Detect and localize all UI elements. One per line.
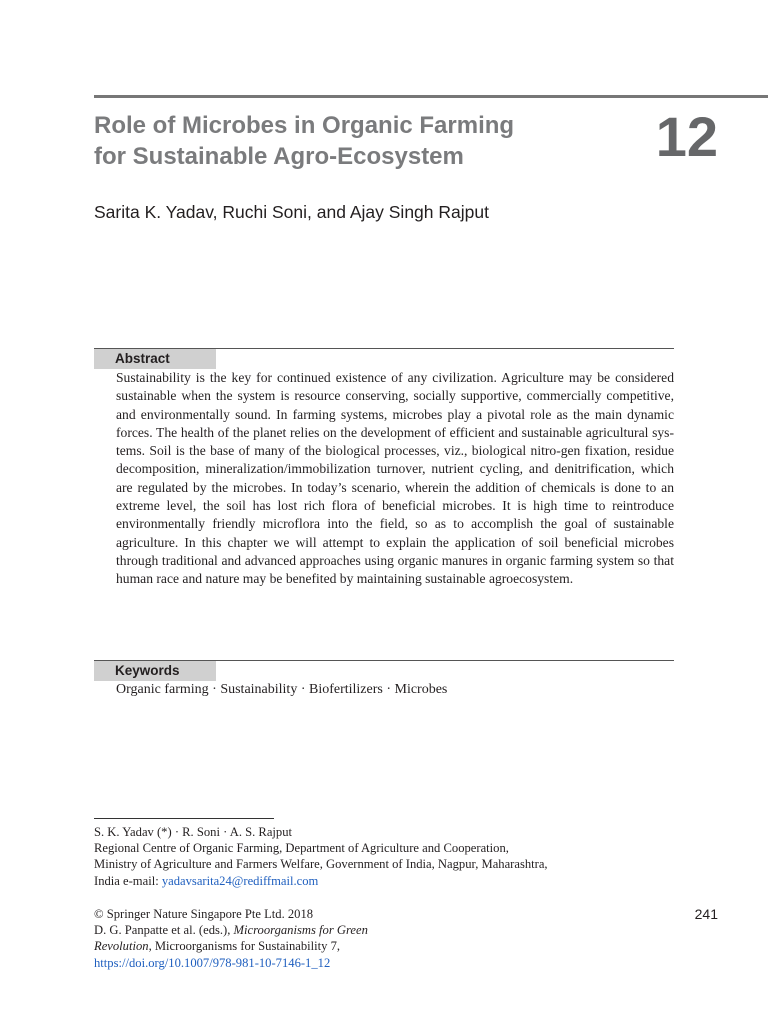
footnote-rule — [94, 818, 274, 819]
footnote-authors: S. K. Yadav (*) · R. Soni · A. S. Rajput — [94, 825, 293, 839]
abstract-label: Abstract — [94, 349, 216, 369]
copyright-line: © Springer Nature Singapore Pte Ltd. 2018 — [94, 907, 314, 921]
chapter-title-line2: for Sustainable Agro-Ecosystem — [94, 143, 464, 170]
series-line — [94, 938, 474, 954]
chapter-title-line1: Role of Microbes in Organic Farming — [94, 112, 515, 139]
book-title-part1: Microorganisms for Green — [233, 923, 368, 938]
author-affiliation-footnote — [94, 824, 674, 889]
footnote-email-line — [94, 873, 674, 889]
editors-text: D. G. Panpatte et al. (eds.), — [94, 923, 234, 938]
footnote-email-prefix: India e-mail: — [94, 873, 162, 888]
author-list: Sarita K. Yadav, Ruchi Soni, and Ajay Singh Rajput — [94, 202, 489, 222]
chapter-number: 12 — [655, 105, 718, 168]
chapter-title — [94, 110, 624, 172]
footnote-affiliation-line1: Regional Centre of Organic Farming, Department of Agriculture and Cooperation, — [94, 841, 509, 856]
top-rule — [94, 95, 768, 98]
abstract-text: Sustainability is the key for continued existence of any civilization. Agriculture may be considered sustainable when the system is resource conserving, socially supportive, commercially competitive, and environmentally sound. In farming systems, microbes play a pivotal role as the main dynamic forces. The health of the planet relies on the development of efficient and sustainable agricultural sys-tems. Soil is the base of many of the biological processes, viz., biological nitro-gen fixation, residue decomposition, mineralization/immobilization turnover, nutrient cycling, and denitrification, which are regulated by the microbes. In today’s scenario, wherein the addition of chemicals is done to an extreme level, the soil has lost rich flora of beneficial microbes. It is high time to reintroduce environmentally friendly microflora into the field, so as to accomplish the goal of sustainable agriculture. In this chapter we will attempt to explain the application of soil beneficial microbes through traditional and advanced approaches using organic manures in organic farming system so that human race and nature may be benefited by maintaining sustainable agroecosystem. — [116, 370, 674, 587]
editors-line — [94, 922, 474, 938]
doi-line — [94, 955, 474, 971]
doi-link[interactable]: https://doi.org/10.1007/978-981-10-7146-1_12 — [94, 955, 331, 970]
page-number: 241 — [694, 906, 718, 922]
footnote-affiliation-line2: Ministry of Agriculture and Farmers Welfare, Government of India, Nagpur, Maharashtra, — [94, 857, 548, 872]
keywords-label: Keywords — [94, 661, 216, 681]
publisher-info — [94, 906, 474, 971]
series-text: , Microorganisms for Sustainability 7, — [148, 939, 341, 954]
keywords-text: Organic farming · Sustainability · Biofertilizers · Microbes — [116, 682, 448, 697]
author-email-link[interactable]: yadavsarita24@rediffmail.com — [161, 873, 319, 888]
book-title-part2: Revolution — [94, 939, 149, 954]
